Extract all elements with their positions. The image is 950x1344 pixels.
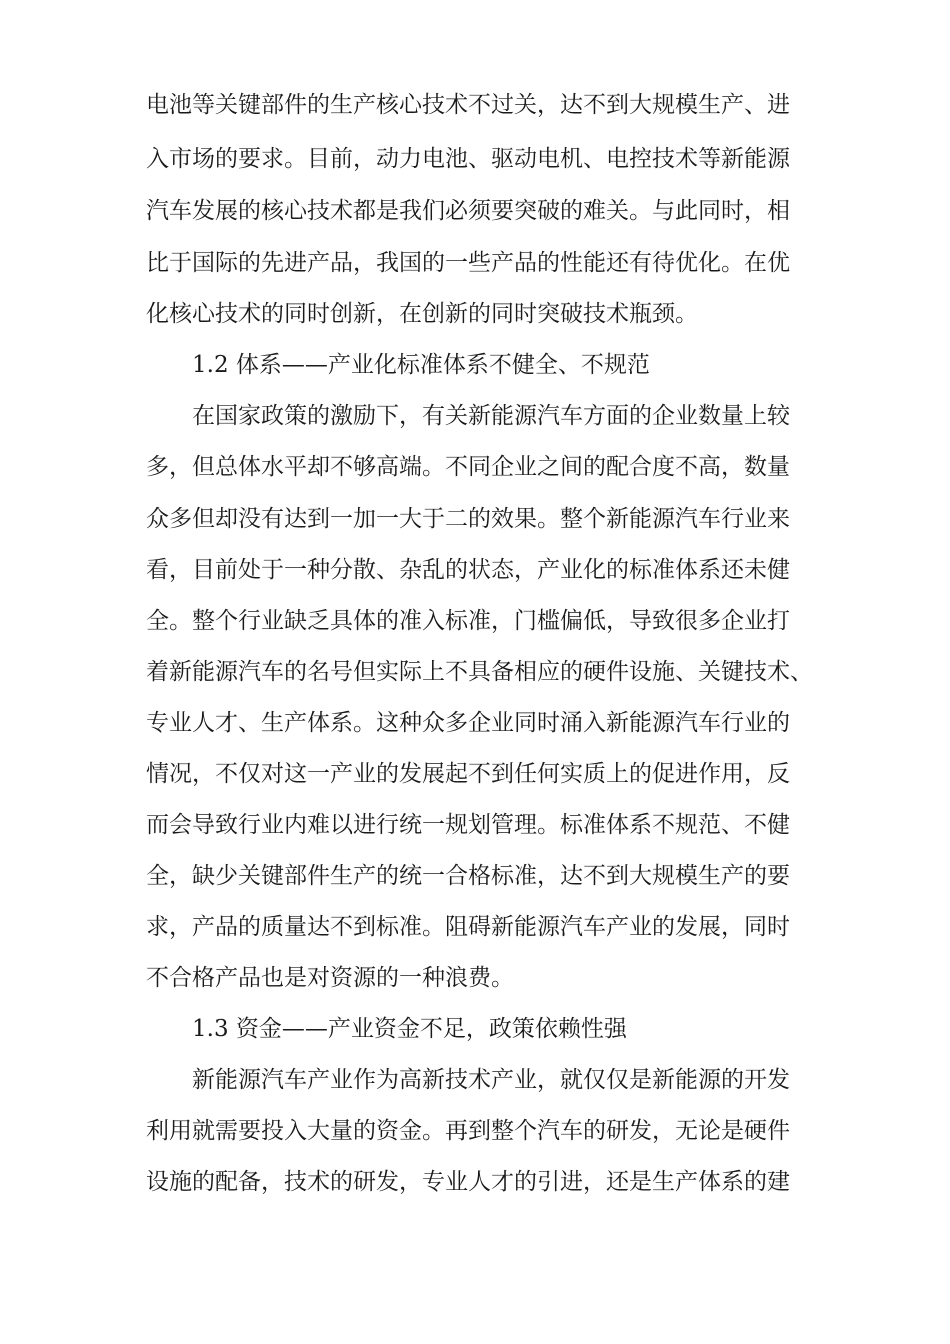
paragraph-line: 设施的配备，技术的研发，专业人才的引进，还是生产体系的建 [146, 1169, 790, 1195]
paragraph-line: 求，产品的质量达不到标准。阻碍新能源汽车产业的发展，同时 [146, 914, 790, 940]
paragraph-line: 看，目前处于一种分散、杂乱的状态，产业化的标准体系还未健 [146, 557, 790, 583]
paragraph-line: 着新能源汽车的名号但实际上不具备相应的硬件设施、关键技术、 [146, 659, 813, 685]
paragraph-line: 不合格产品也是对资源的一种浪费。 [146, 965, 514, 991]
paragraph-line: 全。整个行业缺乏具体的准入标准，门槛偏低，导致很多企业打 [146, 608, 790, 634]
paragraph-line: 利用就需要投入大量的资金。再到整个汽车的研发，无论是硬件 [146, 1118, 790, 1144]
paragraph-line: 情况，不仅对这一产业的发展起不到任何实质上的促进作用，反 [146, 761, 790, 787]
paragraph-line: 而会导致行业内难以进行统一规划管理。标准体系不规范、不健 [146, 812, 790, 838]
paragraph-line: 多，但总体水平却不够高端。不同企业之间的配合度不高，数量 [146, 454, 790, 480]
paragraph-line: 在国家政策的激励下，有关新能源汽车方面的企业数量上较 [192, 403, 790, 429]
paragraph-line: 汽车发展的核心技术都是我们必须要突破的难关。与此同时，相 [146, 198, 790, 224]
paragraph-line: 新能源汽车产业作为高新技术产业，就仅仅是新能源的开发 [192, 1067, 790, 1093]
paragraph-line: 入市场的要求。目前，动力电池、驱动电机、电控技术等新能源 [146, 146, 790, 172]
section-heading-1-3: 1.3 资金——产业资金不足，政策依赖性强 [192, 1016, 627, 1042]
paragraph-line: 比于国际的先进产品，我国的一些产品的性能还有待优化。在优 [146, 250, 790, 276]
paragraph-line: 电池等关键部件的生产核心技术不过关，达不到大规模生产、进 [146, 92, 790, 118]
paragraph-line: 化核心技术的同时创新，在创新的同时突破技术瓶颈。 [146, 301, 698, 327]
paragraph-line: 全，缺少关键部件生产的统一合格标准，达不到大规模生产的要 [146, 863, 790, 889]
paragraph-line: 专业人才、生产体系。这种众多企业同时涌入新能源汽车行业的 [146, 710, 790, 736]
section-heading-1-2: 1.2 体系——产业化标准体系不健全、不规范 [192, 352, 650, 378]
paragraph-line: 众多但却没有达到一加一大于二的效果。整个新能源汽车行业来 [146, 506, 790, 532]
